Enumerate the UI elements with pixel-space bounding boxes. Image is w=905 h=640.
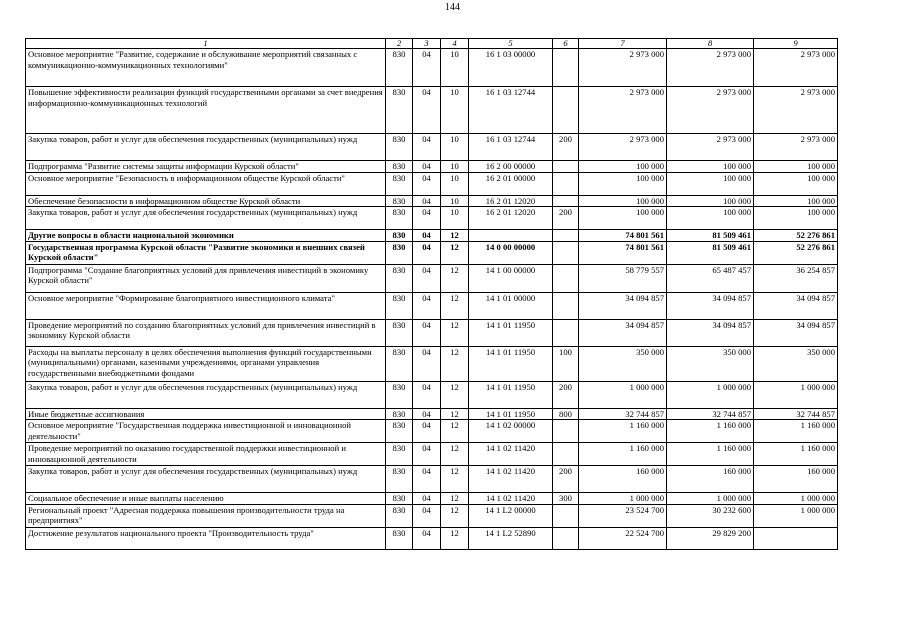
row-expense-type bbox=[553, 161, 579, 173]
row-target-article: 16 2 00 00000 bbox=[469, 161, 553, 173]
row-section: 04 bbox=[413, 161, 441, 173]
table-row bbox=[26, 319, 838, 346]
column-header: 9 bbox=[754, 39, 838, 49]
row-expense-type bbox=[553, 504, 579, 527]
row-amount-year1: 350 000 bbox=[579, 346, 667, 381]
row-gr-code: 830 bbox=[386, 241, 413, 264]
budget-table bbox=[25, 38, 838, 550]
row-amount-year3: 52 276 861 bbox=[754, 241, 838, 264]
row-expense-type: 300 bbox=[553, 493, 579, 505]
table-row bbox=[26, 230, 838, 242]
row-gr-code: 830 bbox=[386, 49, 413, 87]
row-amount-year2: 160 000 bbox=[667, 466, 754, 493]
row-section: 04 bbox=[413, 195, 441, 207]
row-gr-code: 830 bbox=[386, 466, 413, 493]
row-target-article: 14 1 00 00000 bbox=[469, 264, 553, 292]
row-amount-year1: 100 000 bbox=[579, 207, 667, 230]
row-gr-code: 830 bbox=[386, 527, 413, 549]
row-expense-type bbox=[553, 420, 579, 443]
row-target-article: 16 2 01 12020 bbox=[469, 195, 553, 207]
row-name: Обеспечение безопасности в информационном обществе Курской области bbox=[26, 195, 386, 207]
row-subsection: 10 bbox=[441, 195, 469, 207]
row-amount-year1: 32 744 857 bbox=[579, 408, 667, 420]
table-row bbox=[26, 466, 838, 493]
row-target-article: 14 0 00 00000 bbox=[469, 241, 553, 264]
column-number-row bbox=[26, 39, 838, 49]
row-subsection: 12 bbox=[441, 264, 469, 292]
row-name: Достижение результатов национального проекта "Производительность труда" bbox=[26, 527, 386, 549]
row-expense-type bbox=[553, 292, 579, 319]
row-gr-code: 830 bbox=[386, 87, 413, 134]
row-amount-year1: 22 524 700 bbox=[579, 527, 667, 549]
row-subsection: 12 bbox=[441, 420, 469, 443]
row-gr-code: 830 bbox=[386, 195, 413, 207]
table-row bbox=[26, 161, 838, 173]
table-row bbox=[26, 408, 838, 420]
row-section: 04 bbox=[413, 504, 441, 527]
row-amount-year1: 1 000 000 bbox=[579, 381, 667, 408]
row-expense-type: 200 bbox=[553, 207, 579, 230]
row-section: 04 bbox=[413, 527, 441, 549]
row-amount-year1: 160 000 bbox=[579, 466, 667, 493]
row-amount-year3: 100 000 bbox=[754, 195, 838, 207]
row-subsection: 12 bbox=[441, 241, 469, 264]
row-target-article bbox=[469, 230, 553, 242]
row-section: 04 bbox=[413, 493, 441, 505]
row-amount-year3: 2 973 000 bbox=[754, 134, 838, 161]
row-amount-year2: 100 000 bbox=[667, 207, 754, 230]
table-row bbox=[26, 381, 838, 408]
row-expense-type bbox=[553, 527, 579, 549]
row-section: 04 bbox=[413, 264, 441, 292]
row-subsection: 12 bbox=[441, 493, 469, 505]
row-amount-year3: 1 000 000 bbox=[754, 381, 838, 408]
row-section: 04 bbox=[413, 381, 441, 408]
row-amount-year2: 29 829 200 bbox=[667, 527, 754, 549]
row-amount-year2: 81 509 461 bbox=[667, 241, 754, 264]
column-header: 3 bbox=[413, 39, 441, 49]
row-amount-year2: 1 160 000 bbox=[667, 443, 754, 466]
row-amount-year3: 34 094 857 bbox=[754, 292, 838, 319]
row-section: 04 bbox=[413, 466, 441, 493]
row-expense-type: 800 bbox=[553, 408, 579, 420]
row-target-article: 14 1 01 11950 bbox=[469, 381, 553, 408]
row-gr-code: 830 bbox=[386, 134, 413, 161]
row-name: Повышение эффективности реализации функций государственными органами за счет внедрения информационно-коммуникационных технологий bbox=[26, 87, 386, 134]
row-amount-year3: 2 973 000 bbox=[754, 87, 838, 134]
row-amount-year3: 1 000 000 bbox=[754, 493, 838, 505]
row-target-article: 14 1 01 11950 bbox=[469, 408, 553, 420]
table-row bbox=[26, 292, 838, 319]
row-section: 04 bbox=[413, 346, 441, 381]
row-section: 04 bbox=[413, 420, 441, 443]
row-subsection: 10 bbox=[441, 161, 469, 173]
row-subsection: 12 bbox=[441, 346, 469, 381]
row-amount-year3: 36 254 857 bbox=[754, 264, 838, 292]
row-amount-year1: 2 973 000 bbox=[579, 49, 667, 87]
row-subsection: 10 bbox=[441, 172, 469, 195]
row-target-article: 14 1 01 11950 bbox=[469, 346, 553, 381]
row-subsection: 12 bbox=[441, 230, 469, 242]
row-subsection: 10 bbox=[441, 49, 469, 87]
row-amount-year2: 81 509 461 bbox=[667, 230, 754, 242]
table-row bbox=[26, 264, 838, 292]
table-row bbox=[26, 420, 838, 443]
row-subsection: 12 bbox=[441, 381, 469, 408]
row-target-article: 14 1 01 11950 bbox=[469, 319, 553, 346]
row-amount-year2: 2 973 000 bbox=[667, 134, 754, 161]
row-gr-code: 830 bbox=[386, 504, 413, 527]
row-subsection: 12 bbox=[441, 443, 469, 466]
row-expense-type: 100 bbox=[553, 346, 579, 381]
row-name: Другие вопросы в области национальной экономики bbox=[26, 230, 386, 242]
row-target-article: 14 1 02 11420 bbox=[469, 443, 553, 466]
row-amount-year3: 160 000 bbox=[754, 466, 838, 493]
row-amount-year1: 100 000 bbox=[579, 172, 667, 195]
row-amount-year3: 100 000 bbox=[754, 161, 838, 173]
row-section: 04 bbox=[413, 49, 441, 87]
row-amount-year2: 350 000 bbox=[667, 346, 754, 381]
row-amount-year2: 100 000 bbox=[667, 172, 754, 195]
row-target-article: 14 1 02 11420 bbox=[469, 466, 553, 493]
row-section: 04 bbox=[413, 319, 441, 346]
table-row bbox=[26, 207, 838, 230]
column-header: 2 bbox=[386, 39, 413, 49]
table-row bbox=[26, 493, 838, 505]
row-amount-year1: 34 094 857 bbox=[579, 319, 667, 346]
row-subsection: 12 bbox=[441, 408, 469, 420]
table-row bbox=[26, 443, 838, 466]
table-row bbox=[26, 527, 838, 549]
row-gr-code: 830 bbox=[386, 319, 413, 346]
row-name: Закупка товаров, работ и услуг для обеспечения государственных (муниципальных) нужд bbox=[26, 207, 386, 230]
row-name: Подпрограмма "Создание благоприятных условий для привлечения инвестиций в экономику Курской области" bbox=[26, 264, 386, 292]
row-subsection: 12 bbox=[441, 527, 469, 549]
column-header: 6 bbox=[553, 39, 579, 49]
row-gr-code: 830 bbox=[386, 230, 413, 242]
row-amount-year3: 100 000 bbox=[754, 207, 838, 230]
row-amount-year1: 1 000 000 bbox=[579, 493, 667, 505]
row-expense-type bbox=[553, 172, 579, 195]
row-amount-year1: 58 779 557 bbox=[579, 264, 667, 292]
row-amount-year1: 100 000 bbox=[579, 161, 667, 173]
row-section: 04 bbox=[413, 443, 441, 466]
row-section: 04 bbox=[413, 230, 441, 242]
table-row bbox=[26, 195, 838, 207]
row-target-article: 16 2 01 00000 bbox=[469, 172, 553, 195]
row-name: Основное мероприятие "Государственная поддержка инвестиционной и инновационной деятельности" bbox=[26, 420, 386, 443]
row-subsection: 12 bbox=[441, 466, 469, 493]
column-header: 7 bbox=[579, 39, 667, 49]
row-amount-year1: 74 801 561 bbox=[579, 230, 667, 242]
row-name: Государственная программа Курской области "Развитие экономики и внешних связей Курской области" bbox=[26, 241, 386, 264]
row-amount-year3: 350 000 bbox=[754, 346, 838, 381]
row-amount-year2: 1 000 000 bbox=[667, 381, 754, 408]
row-amount-year1: 2 973 000 bbox=[579, 134, 667, 161]
row-expense-type: 200 bbox=[553, 381, 579, 408]
row-amount-year2: 100 000 bbox=[667, 195, 754, 207]
table-row bbox=[26, 134, 838, 161]
row-section: 04 bbox=[413, 87, 441, 134]
row-amount-year2: 34 094 857 bbox=[667, 319, 754, 346]
row-gr-code: 830 bbox=[386, 420, 413, 443]
table-row bbox=[26, 49, 838, 87]
row-target-article: 16 1 03 00000 bbox=[469, 49, 553, 87]
table-row bbox=[26, 346, 838, 381]
row-gr-code: 830 bbox=[386, 207, 413, 230]
row-name: Расходы на выплаты персоналу в целях обеспечения выполнения функций государственными (муниципальными) органами, казенными учреждениями, органами управления государственными внебюджетными фондами bbox=[26, 346, 386, 381]
row-subsection: 12 bbox=[441, 319, 469, 346]
row-amount-year1: 23 524 700 bbox=[579, 504, 667, 527]
row-expense-type bbox=[553, 264, 579, 292]
row-expense-type bbox=[553, 49, 579, 87]
row-expense-type bbox=[553, 241, 579, 264]
row-amount-year2: 32 744 857 bbox=[667, 408, 754, 420]
row-amount-year3 bbox=[754, 527, 838, 549]
row-amount-year2: 100 000 bbox=[667, 161, 754, 173]
row-gr-code: 830 bbox=[386, 292, 413, 319]
row-name: Социальное обеспечение и иные выплаты населению bbox=[26, 493, 386, 505]
row-name: Закупка товаров, работ и услуг для обеспечения государственных (муниципальных) нужд bbox=[26, 134, 386, 161]
row-expense-type bbox=[553, 195, 579, 207]
row-amount-year2: 30 232 600 bbox=[667, 504, 754, 527]
row-name: Основное мероприятие "Развитие, содержание и обслуживание мероприятий связанных с коммуникационно-коммуникационных технологиями" bbox=[26, 49, 386, 87]
table-row bbox=[26, 172, 838, 195]
row-section: 04 bbox=[413, 408, 441, 420]
row-target-article: 14 1 L2 00000 bbox=[469, 504, 553, 527]
row-amount-year2: 1 000 000 bbox=[667, 493, 754, 505]
row-amount-year3: 1 160 000 bbox=[754, 443, 838, 466]
page-number: 144 bbox=[445, 2, 460, 13]
row-name: Проведение мероприятий по созданию благоприятных условий для привлечения инвестиций в экономику Курской области bbox=[26, 319, 386, 346]
row-amount-year2: 34 094 857 bbox=[667, 292, 754, 319]
row-gr-code: 830 bbox=[386, 381, 413, 408]
row-subsection: 12 bbox=[441, 504, 469, 527]
row-gr-code: 830 bbox=[386, 264, 413, 292]
row-section: 04 bbox=[413, 241, 441, 264]
row-gr-code: 830 bbox=[386, 161, 413, 173]
row-amount-year1: 1 160 000 bbox=[579, 420, 667, 443]
row-expense-type bbox=[553, 87, 579, 134]
row-amount-year3: 32 744 857 bbox=[754, 408, 838, 420]
row-expense-type: 200 bbox=[553, 466, 579, 493]
row-amount-year2: 1 160 000 bbox=[667, 420, 754, 443]
row-amount-year3: 1 000 000 bbox=[754, 504, 838, 527]
row-expense-type: 200 bbox=[553, 134, 579, 161]
row-gr-code: 830 bbox=[386, 408, 413, 420]
row-name: Закупка товаров, работ и услуг для обеспечения государственных (муниципальных) нужд bbox=[26, 466, 386, 493]
row-amount-year3: 2 973 000 bbox=[754, 49, 838, 87]
row-target-article: 16 1 03 12744 bbox=[469, 87, 553, 134]
row-section: 04 bbox=[413, 207, 441, 230]
row-amount-year2: 65 487 457 bbox=[667, 264, 754, 292]
row-section: 04 bbox=[413, 292, 441, 319]
row-target-article: 14 1 01 00000 bbox=[469, 292, 553, 319]
row-amount-year3: 100 000 bbox=[754, 172, 838, 195]
row-name: Подпрограмма "Развитие системы защиты информации Курской области" bbox=[26, 161, 386, 173]
row-subsection: 12 bbox=[441, 292, 469, 319]
row-name: Закупка товаров, работ и услуг для обеспечения государственных (муниципальных) нужд bbox=[26, 381, 386, 408]
row-gr-code: 830 bbox=[386, 346, 413, 381]
row-amount-year1: 34 094 857 bbox=[579, 292, 667, 319]
row-section: 04 bbox=[413, 134, 441, 161]
row-amount-year2: 2 973 000 bbox=[667, 87, 754, 134]
row-amount-year3: 1 160 000 bbox=[754, 420, 838, 443]
row-amount-year1: 2 973 000 bbox=[579, 87, 667, 134]
row-amount-year2: 2 973 000 bbox=[667, 49, 754, 87]
row-expense-type bbox=[553, 230, 579, 242]
row-gr-code: 830 bbox=[386, 172, 413, 195]
row-target-article: 14 1 02 11420 bbox=[469, 493, 553, 505]
row-target-article: 14 1 02 00000 bbox=[469, 420, 553, 443]
row-amount-year1: 100 000 bbox=[579, 195, 667, 207]
row-target-article: 16 2 01 12020 bbox=[469, 207, 553, 230]
row-subsection: 10 bbox=[441, 87, 469, 134]
column-header: 4 bbox=[441, 39, 469, 49]
row-name: Региональный проект "Адресная поддержка повышения производительности труда на предприятиях" bbox=[26, 504, 386, 527]
row-gr-code: 830 bbox=[386, 493, 413, 505]
row-amount-year1: 1 160 000 bbox=[579, 443, 667, 466]
table-row bbox=[26, 504, 838, 527]
row-section: 04 bbox=[413, 172, 441, 195]
row-amount-year3: 34 094 857 bbox=[754, 319, 838, 346]
row-name: Проведение мероприятий по оказанию государственной поддержки инвестиционной и инновационной деятельности bbox=[26, 443, 386, 466]
column-header: 1 bbox=[26, 39, 386, 49]
row-amount-year1: 74 801 561 bbox=[579, 241, 667, 264]
column-header: 8 bbox=[667, 39, 754, 49]
row-name: Иные бюджетные ассигнования bbox=[26, 408, 386, 420]
row-expense-type bbox=[553, 319, 579, 346]
row-expense-type bbox=[553, 443, 579, 466]
row-target-article: 14 1 L2 52890 bbox=[469, 527, 553, 549]
row-name: Основное мероприятие "Безопасность в информационном обществе Курской области" bbox=[26, 172, 386, 195]
row-gr-code: 830 bbox=[386, 443, 413, 466]
row-name: Основное мероприятие "Формирование благоприятного инвестиционного климата" bbox=[26, 292, 386, 319]
row-target-article: 16 1 03 12744 bbox=[469, 134, 553, 161]
row-amount-year3: 52 276 861 bbox=[754, 230, 838, 242]
column-header: 5 bbox=[469, 39, 553, 49]
table-row bbox=[26, 87, 838, 134]
row-subsection: 10 bbox=[441, 134, 469, 161]
row-subsection: 10 bbox=[441, 207, 469, 230]
table-row bbox=[26, 241, 838, 264]
